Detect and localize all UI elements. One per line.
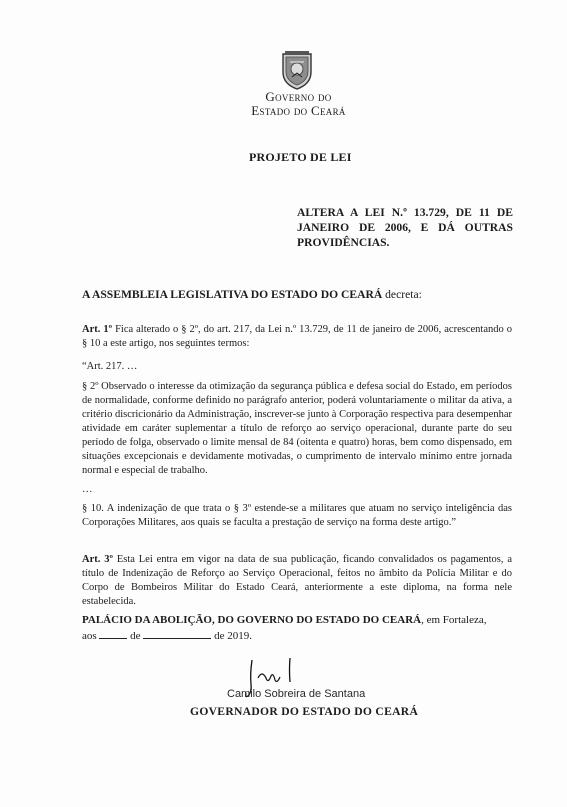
enacting-clause-bold: A ASSEMBLEIA LEGISLATIVA DO ESTADO DO CEARÁ [82, 288, 383, 301]
government-name-line2: Estado do Ceará [251, 103, 346, 118]
enacting-clause-rest: decreta: [382, 288, 422, 301]
paragraph-10: § 10. A indenização de que trata o § 3º estende-se a militares que atuam no serviço inteligência das Corporações Militares, aos quais se faculta a prestação de serviço na forma deste artigo.” [82, 503, 512, 528]
article-3-label: Art. 3º [82, 554, 113, 565]
document-title: PROJETO DE LEI [249, 150, 352, 164]
closing-location: , em Fortaleza, [421, 614, 487, 626]
palace-name: PALÁCIO DA ABOLIÇÃO, DO GOVERNO DO ESTADO DO CEARÁ [82, 614, 422, 626]
article-1 [82, 323, 512, 351]
article-3-text: Esta Lei entra em vigor na data de sua publicação, ficando convalidados os pagamentos, a título de Indenização de Reforço ao Serviço Operacional, feitos no âmbito da Polícia Militar e do Corpo de Bombeiros Militar do Estado Ceará, anteriormente a este diploma, na forma nele estabelecida. [82, 554, 512, 607]
enacting-clause [82, 288, 422, 301]
article-217-heading: “Art. 217. … [82, 361, 138, 372]
month-blank [143, 628, 211, 639]
government-name-line1: Governo do [265, 89, 332, 104]
ementa: ALTERA A LEI N.º 13.729, DE 11 DE JANEIRO DE 2006, E DÁ OUTRAS PROVIDÊNCIAS. [297, 206, 513, 249]
day-blank [99, 628, 127, 639]
paragraph-2: § 2º Observado o interesse da otimização da segurança pública e defesa social do Estado, em períodos de normalidade, conforme definido no parágrafo anterior, poderá voluntariamente o militar da ativa, a critério discricionário da Administração, inscrever-se junto à Corporação respectiva para desempenhar atividade em caráter suplementar a título de reforço ao serviço operacional, durante parte do seu período de folga, observado o limite mensal de 84 (oitenta e quatro) horas, bem como dispensado, em situações excepcionais e devidamente motivadas, o cumprimento de intervalo mínimo entre jornada normal e especial de trabalho. [82, 381, 512, 476]
date-year: de 2019. [214, 630, 252, 642]
article-1-label: Art. 1º [82, 324, 113, 335]
article-1-text: Fica alterado o § 2º, do art. 217, da Lei n.º 13.729, de 11 de janeiro de 2006, acrescentando o § 10 a este artigo, nos seguintes termos: [82, 324, 512, 349]
signatory-name: Camilo Sobreira de Santana [227, 688, 366, 700]
ellipsis: … [82, 484, 93, 495]
date-aos: aos [82, 630, 97, 642]
state-coat-of-arms-icon [280, 50, 314, 90]
article-3 [82, 553, 512, 609]
date-de: de [130, 630, 141, 642]
closing-place-date [82, 613, 512, 644]
signatory-title: GOVERNADOR DO ESTADO DO CEARÁ [190, 705, 419, 718]
